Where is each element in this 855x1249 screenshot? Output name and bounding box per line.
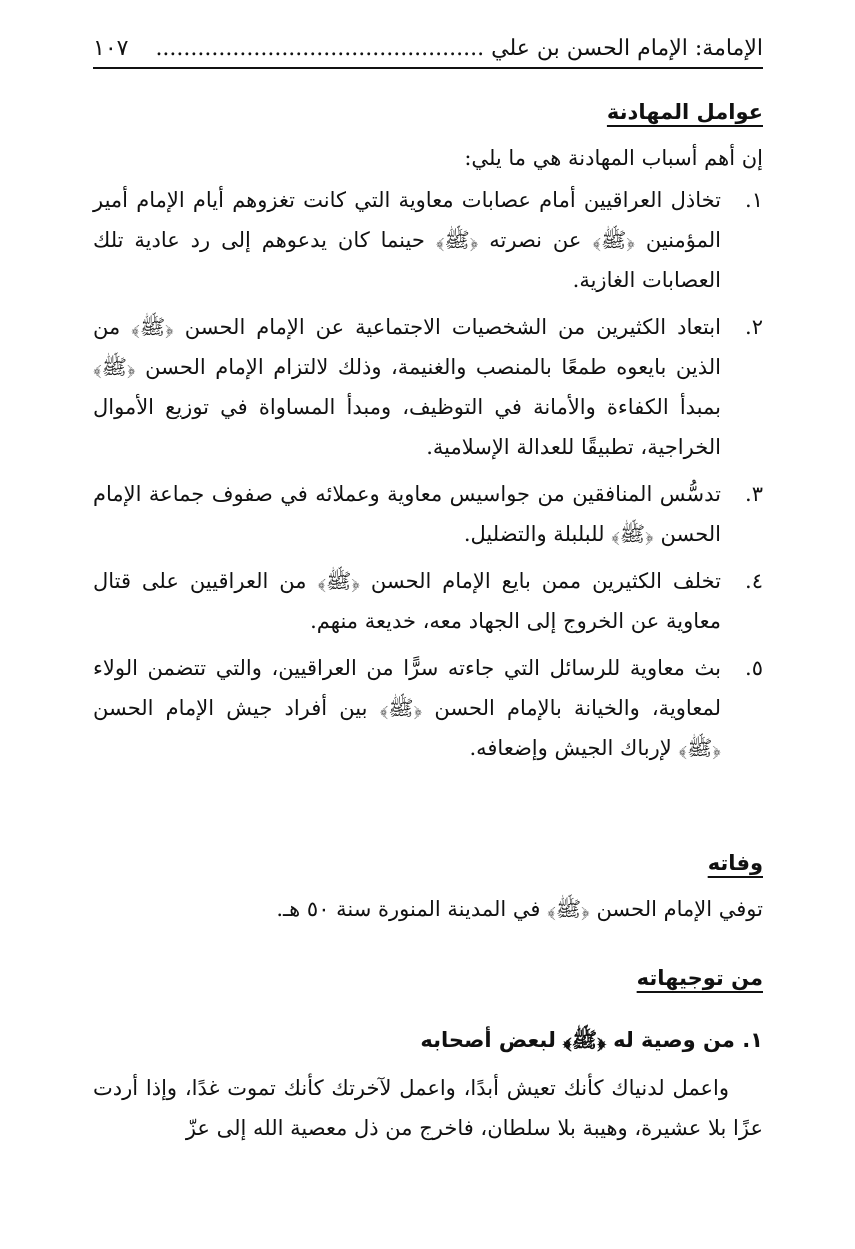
list-item — [93, 561, 763, 641]
header-title: الإمامة: الإمام الحسن بن علي ............................................... — [155, 36, 763, 61]
list-item — [93, 180, 763, 300]
section-title-muhadana: عوامل المهادنة — [606, 100, 763, 124]
guidance-text: واعمل لدنياك كأنك تعيش أبدًا، واعمل لآخرتك كأنك تموت غدًا، وإذا أردت عزًا بلا عشيرة، وهيبة بلا سلطان، فاخرج من ذل معصية الله إلى عزّ — [93, 1076, 763, 1140]
list-item-number: ٥. — [745, 656, 763, 680]
list-item-text: ابتعاد الكثيرين من الشخصيات الاجتماعية عن الإمام الحسن ﴿ﷺ﴾ من الذين بايعوه طمعًا بالمنصب والغنيمة، وذلك لالتزام الإمام الحسن ﴿ﷺ﴾ بمبدأ الكفاءة والأمانة في التوظيف، ومبدأ المساواة في توزيع الأموال الخراجية، تطبيقًا للعدالة الإسلامية. — [93, 315, 721, 459]
list-item — [93, 307, 763, 467]
running-header — [93, 30, 763, 64]
list-item-text: بث معاوية للرسائل التي جاءته سرًّا من العراقيين، والتي تتضمن الولاء لمعاوية، والخيانة بالإمام الحسن ﴿ﷺ﴾ بين أفراد جيش الإمام الحسن ﴿ﷺ﴾ لإرباك الجيش وإضعافه. — [93, 656, 721, 760]
list-item-number: ٤. — [745, 569, 763, 593]
list-item-text: تخاذل العراقيين أمام عصابات معاوية التي كانت تغزوهم أيام الإمام أمير المؤمنين ﴿ﷺ﴾ عن نصرته ﴿ﷺ﴾ حينما كان يدعوهم إلى رد عادية تلك العصابات الغازية. — [93, 188, 721, 292]
muhadana-intro: إن أهم أسباب المهادنة هي ما يلي: — [464, 146, 763, 170]
death-text: توفي الإمام الحسن ﴿ﷺ﴾ في المدينة المنورة سنة ٥٠ هـ. — [276, 897, 763, 921]
section-title-guidance: من توجيهاته — [636, 966, 763, 990]
list-item-number: ٢. — [745, 315, 763, 339]
list-item-text: تخلف الكثيرين ممن بايع الإمام الحسن ﴿ﷺ﴾ من العراقيين على قتال معاوية عن الخروج إلى الجهاد معه، خديعة منهم. — [93, 569, 721, 633]
header-divider — [93, 67, 763, 69]
guidance-subheading: ١. من وصية له ﴿ﷺ﴾ لبعض أصحابه — [420, 1028, 763, 1052]
page-number: ١٠٧ — [93, 36, 129, 61]
list-item — [93, 648, 763, 768]
list-item-text: تدسُّس المنافقين من جواسيس معاوية وعملائه في صفوف جماعة الإمام الحسن ﴿ﷺ﴾ للبلبلة والتضليل. — [93, 482, 721, 546]
list-item-number: ٣. — [745, 482, 763, 506]
list-item — [93, 474, 763, 554]
reasons-list — [93, 180, 763, 775]
section-title-death: وفاته — [707, 851, 763, 875]
list-item-number: ١. — [745, 188, 763, 212]
